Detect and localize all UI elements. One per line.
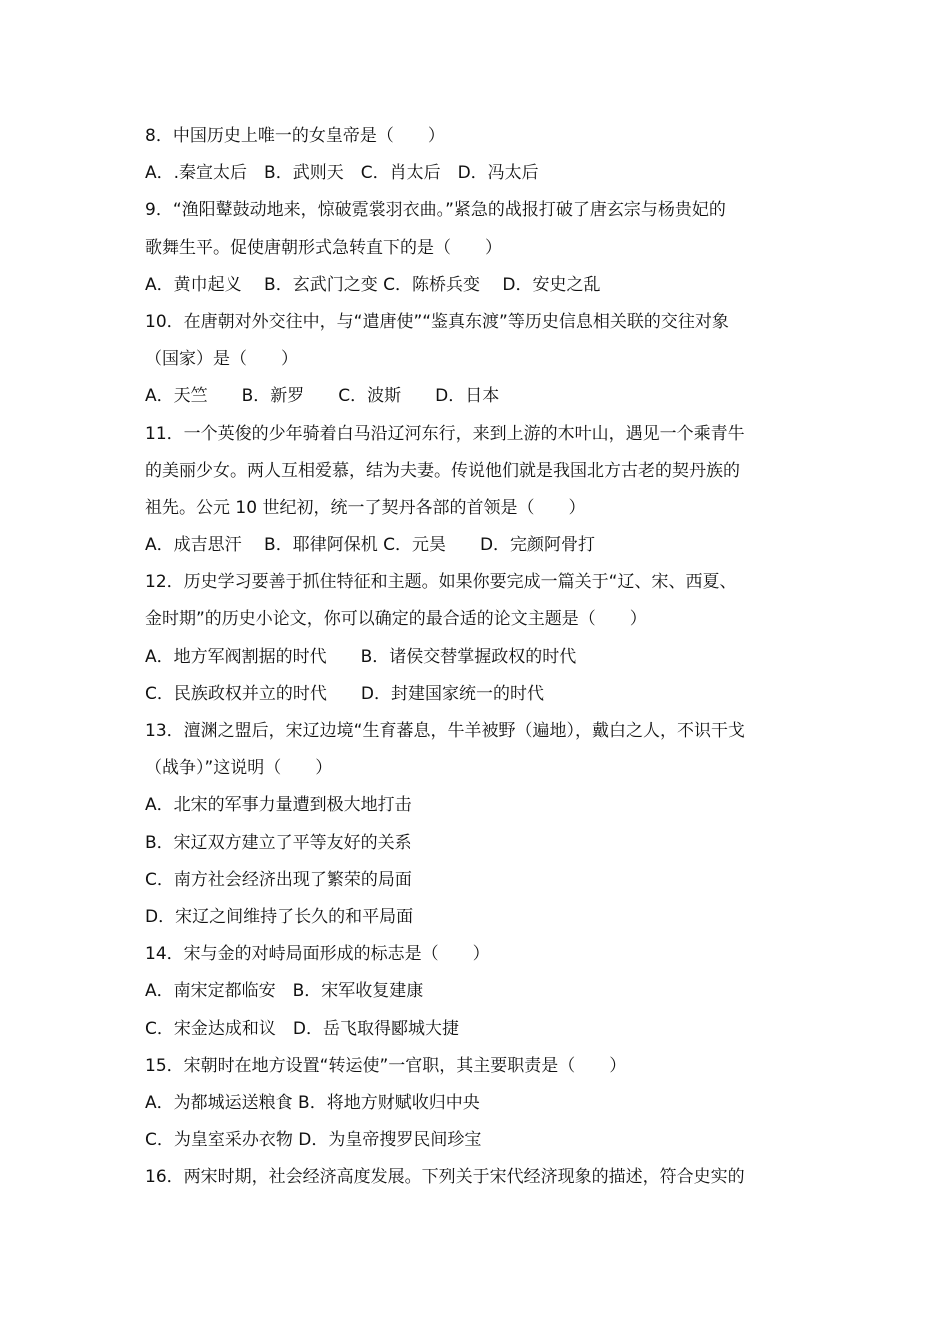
question-9-stem-line-2: 歌舞生平。促使唐朝形式急转直下的是（ ） [145, 237, 502, 258]
question-10-stem-line-1: 10．在唐朝对外交往中，与“遣唐使”“鉴真东渡”等历史信息相关联的交往对象 [145, 311, 729, 332]
question-12-options-cd: C．民族政权并立的时代 D．封建国家统一的时代 [145, 683, 544, 704]
question-14-stem: 14．宋与金的对峙局面形成的标志是（ ） [145, 944, 490, 965]
question-12-stem-line-1: 12．历史学习要善于抓住特征和主题。如果你要完成一篇关于“辽、宋、西夏、 [145, 572, 737, 593]
question-14-options-ab: A．南宋定都临安 B．宋军收复建康 [145, 981, 424, 1002]
question-12-options-ab: A．地方军阀割据的时代 B．诸侯交替掌握政权的时代 [145, 646, 577, 667]
question-11-options: A．成吉思汗 B．耶律阿保机 C．元昊 D．完颜阿骨打 [145, 535, 596, 556]
question-8-stem: 8．中国历史上唯一的女皇帝是（ ） [145, 126, 445, 146]
question-15-stem: 15．宋朝时在地方设置“转运使”一官职，其主要职责是（ ） [145, 1055, 627, 1076]
question-9-stem-line-1: 9．“渔阳鼙鼓动地来，惊破霓裳羽衣曲。”紧急的战报打破了唐玄宗与杨贵妃的 [145, 200, 726, 221]
question-15-options-cd: C．为皇室采办衣物 D．为皇帝搜罗民间珍宝 [145, 1130, 482, 1151]
question-10-options: A．天竺 B．新罗 C．波斯 D．日本 [145, 386, 500, 407]
question-13-option-c: C．南方社会经济出现了繁荣的局面 [145, 869, 412, 890]
question-11-stem-line-3: 祖先。公元 10 世纪初，统一了契丹各部的首领是（ ） [145, 497, 586, 518]
question-13-option-b: B．宋辽双方建立了平等友好的关系 [145, 832, 412, 853]
question-13-stem-line-1: 13．澶渊之盟后，宋辽边境“生育蕃息，牛羊被野（遍地），戴白之人，不识干戈 [145, 721, 745, 741]
question-11-stem-line-1: 11．一个英俊的少年骑着白马沿辽河东行，来到上游的木叶山，遇见一个乘青牛 [145, 423, 745, 444]
question-12-stem-line-2: 金时期”的历史小论文，你可以确定的最合适的论文主题是（ ） [145, 609, 647, 630]
question-13-stem-line-2: （战争）”这说明（ ） [145, 758, 333, 779]
question-11-stem-line-2: 的美丽少女。两人互相爱慕，结为夫妻。传说他们就是我国北方古老的契丹族的 [145, 460, 740, 481]
question-13-option-a: A．北宋的军事力量遭到极大地打击 [145, 795, 412, 816]
question-10-stem-line-2: （国家）是（ ） [145, 349, 298, 370]
question-9-options: A．黄巾起义 B．玄武门之变 C．陈桥兵变 D．安史之乱 [145, 274, 601, 295]
question-8-options: A．.秦宣太后 B．武则天 C．肖太后 D．冯太后 [145, 163, 539, 184]
question-15-options-ab: A．为都城运送粮食 B．将地方财赋收归中央 [145, 1092, 480, 1113]
question-14-options-cd: C．宋金达成和议 D．岳飞取得郾城大捷 [145, 1018, 459, 1039]
question-16-stem-line-1: 16．两宋时期，社会经济高度发展。下列关于宋代经济现象的描述，符合史实的 [145, 1167, 745, 1188]
question-13-option-d: D．宋辽之间维持了长久的和平局面 [145, 906, 414, 927]
